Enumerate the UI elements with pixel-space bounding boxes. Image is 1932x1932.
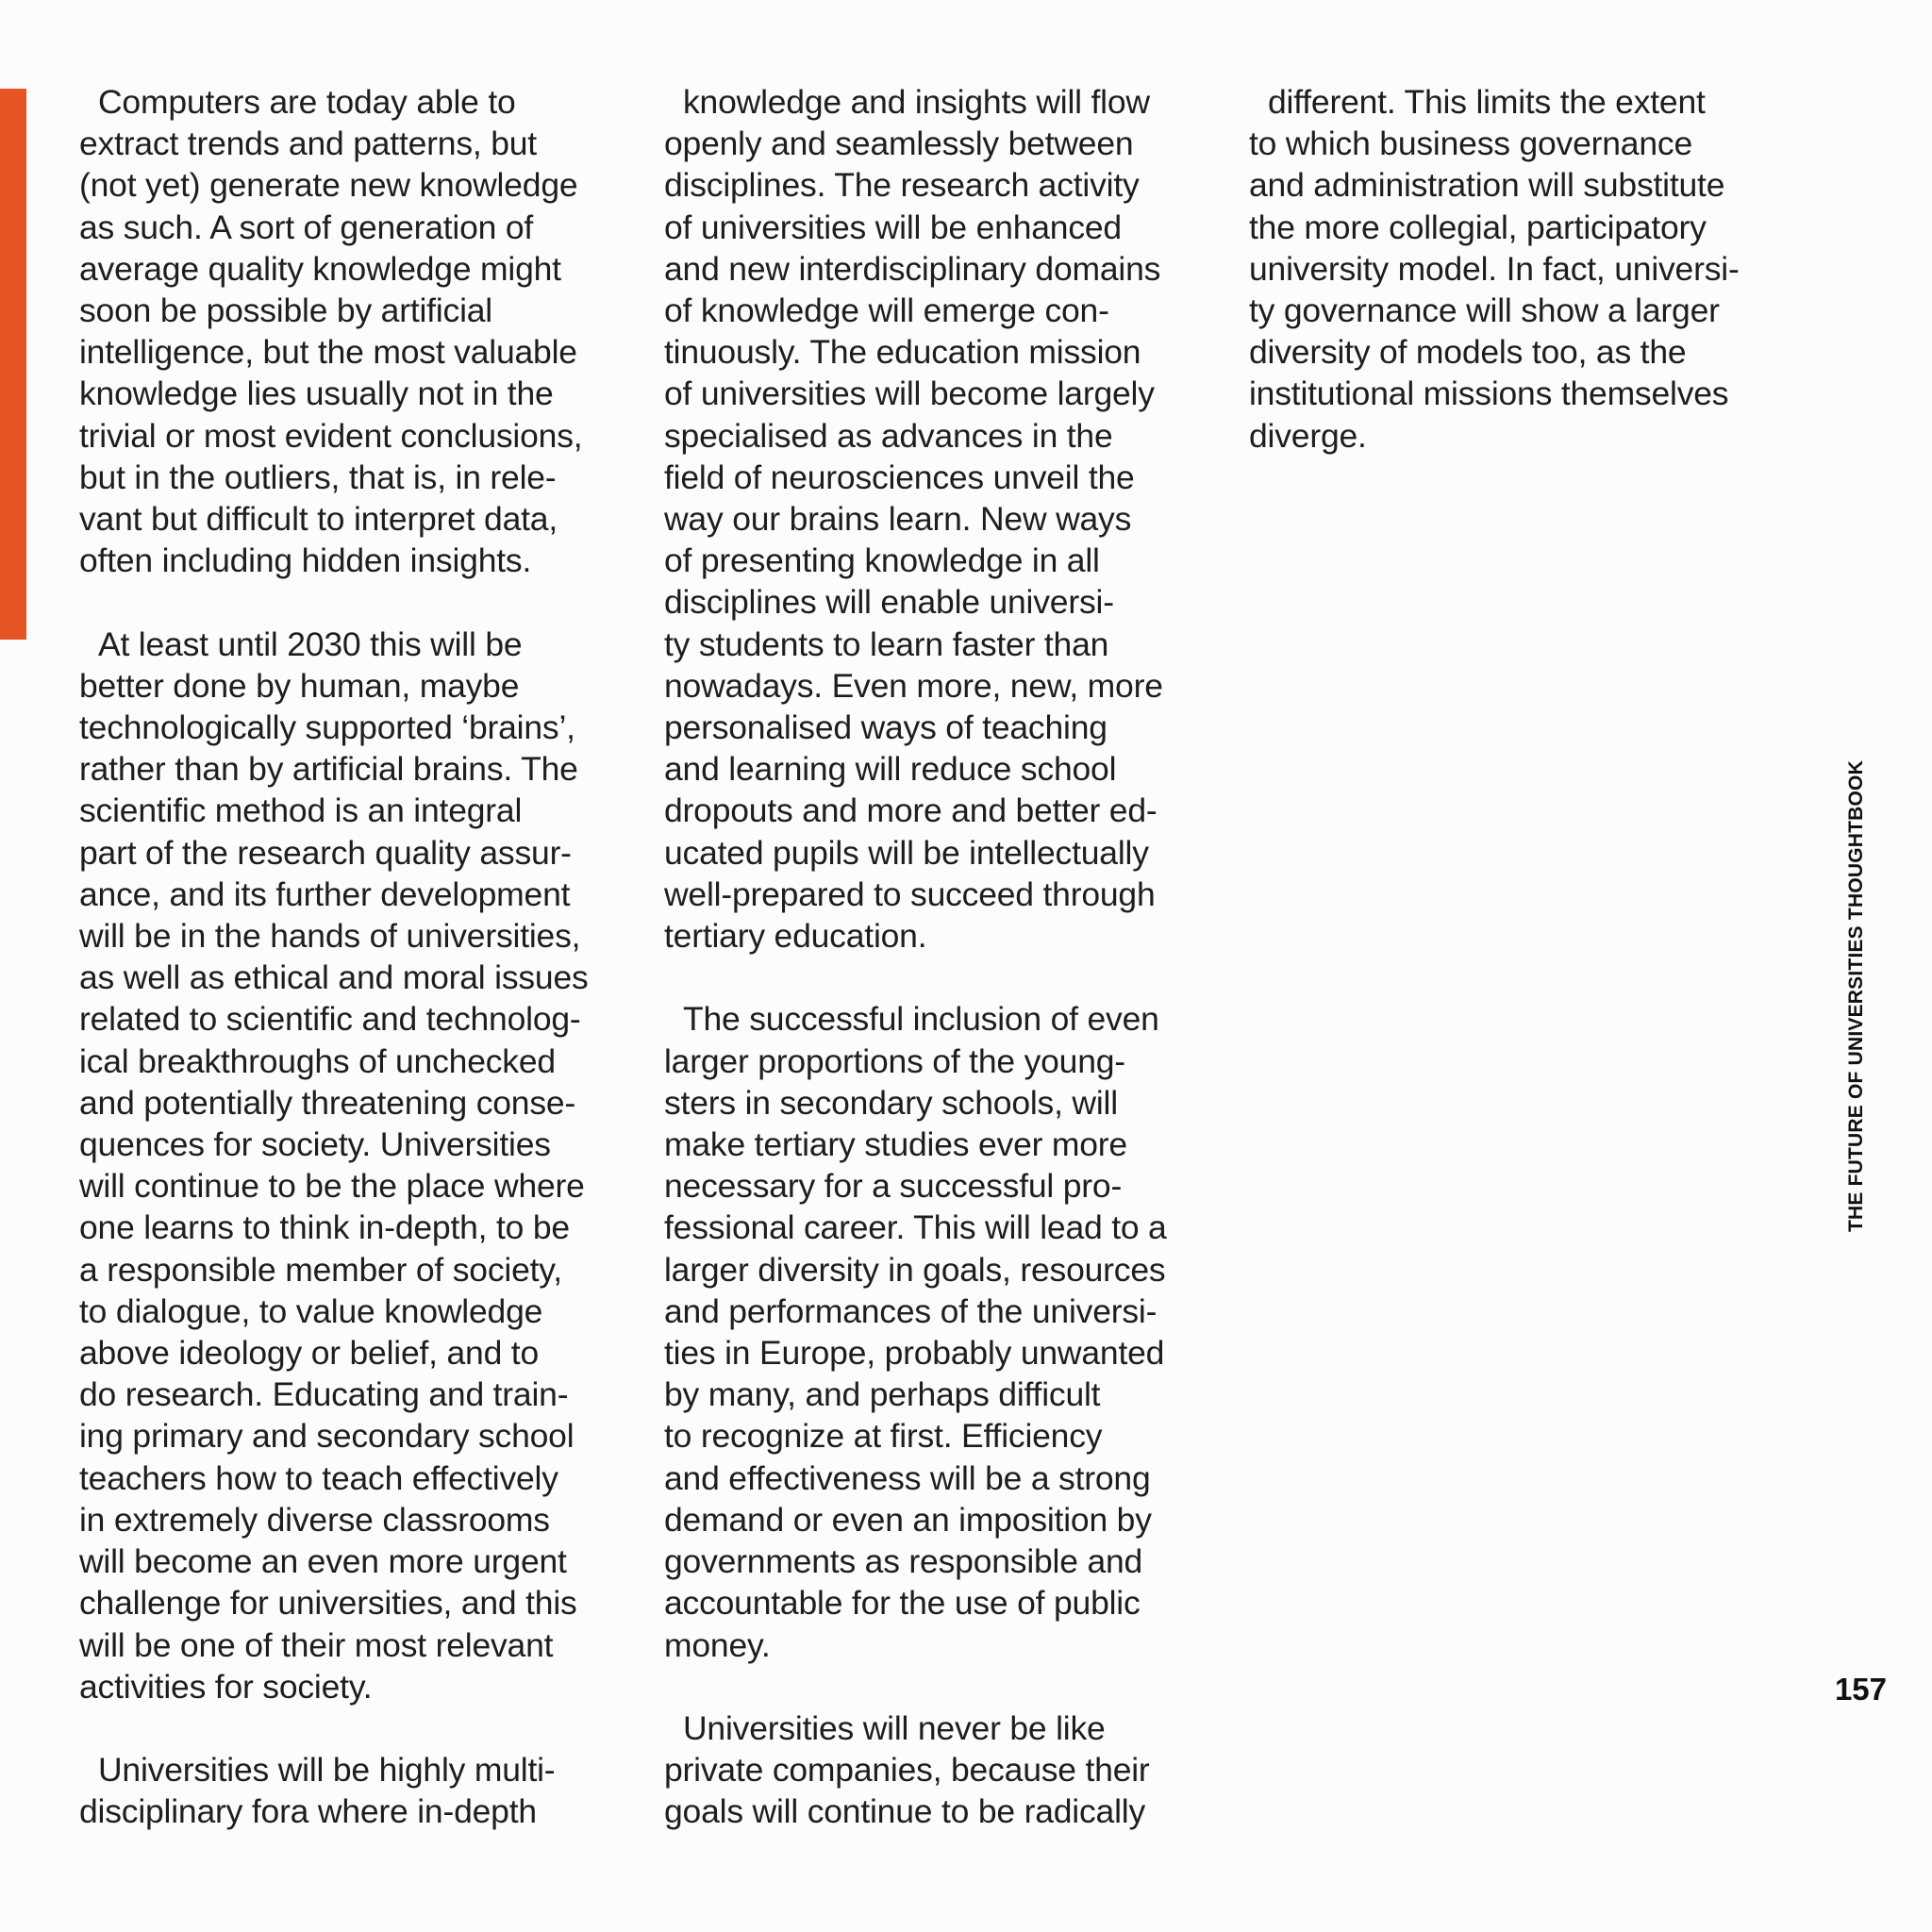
- text-line: tertiary education.: [664, 917, 927, 956]
- text-line: and potentially threatening conse-: [79, 1083, 576, 1122]
- text-line: soon be possible by artificial: [79, 291, 492, 330]
- text-line: part of the research quality assur-: [79, 833, 572, 872]
- text-line: intelligence, but the most valuable: [79, 333, 577, 372]
- text-line: larger proportions of the young-: [664, 1041, 1125, 1080]
- text-line: money.: [664, 1625, 771, 1664]
- text-line: knowledge lies usually not in the: [79, 375, 554, 413]
- text-line: quences for society. Universities: [79, 1125, 551, 1164]
- text-line: will be in the hands of universities,: [79, 917, 581, 956]
- accent-bar: [0, 89, 26, 640]
- text-line: diverge.: [1249, 416, 1367, 455]
- paragraph: [79, 624, 645, 1707]
- text-line: disciplinary fora where in-depth: [79, 1792, 537, 1831]
- text-line: do research. Educating and train-: [79, 1375, 569, 1414]
- text-line: extract trends and patterns, but: [79, 125, 537, 163]
- text-line: will continue to be the place where: [79, 1167, 585, 1206]
- text-line: will become an even more urgent: [79, 1542, 567, 1581]
- text-line: The successful inclusion of even: [683, 1000, 1159, 1039]
- text-line: well-prepared to succeed through: [664, 874, 1156, 913]
- text-line: larger diversity in goals, resources: [664, 1250, 1166, 1289]
- text-line: technologically supported ‘brains’,: [79, 708, 575, 747]
- text-line: different. This limits the extent: [1268, 83, 1706, 121]
- text-line: governments as responsible and: [664, 1542, 1143, 1581]
- text-line: necessary for a successful pro-: [664, 1167, 1123, 1206]
- text-line: in extremely diverse classrooms: [79, 1500, 550, 1539]
- running-title: THE FUTURE OF UNIVERSITIES THOUGHTBOOK: [1845, 760, 1867, 1232]
- paragraph: [1249, 81, 1815, 457]
- text-line: disciplines will enable universi-: [664, 583, 1114, 622]
- text-line: dropouts and more and better ed-: [664, 791, 1158, 830]
- text-line: way our brains learn. New ways: [664, 500, 1132, 539]
- text-line: as such. A sort of generation of: [79, 208, 534, 246]
- text-line: average quality knowledge might: [79, 249, 561, 288]
- text-line: sters in secondary schools, will: [664, 1083, 1118, 1122]
- text-line: goals will continue to be radically: [664, 1792, 1146, 1831]
- text-line: nowadays. Even more, new, more: [664, 666, 1163, 705]
- text-line: of presenting knowledge in all: [664, 541, 1100, 580]
- text-line: vant but difficult to interpret data,: [79, 500, 558, 539]
- text-line: disciplines. The research activity: [664, 166, 1140, 205]
- text-column-3: [1249, 81, 1815, 498]
- text-line: and administration will substitute: [1249, 166, 1725, 205]
- text-line: university model. In fact, universi-: [1249, 249, 1740, 288]
- text-line: openly and seamlessly between: [664, 125, 1134, 163]
- text-line: activities for society.: [79, 1667, 373, 1706]
- page-number: 157: [1834, 1672, 1887, 1707]
- paragraph: [664, 81, 1230, 957]
- text-line: rather than by artificial brains. The: [79, 750, 578, 789]
- text-line: ty students to learn faster than: [664, 625, 1109, 663]
- text-column-1: [79, 81, 645, 1874]
- text-line: to recognize at first. Efficiency: [664, 1417, 1103, 1456]
- text-line: accountable for the use of public: [664, 1584, 1141, 1623]
- text-line: and effectiveness will be a strong: [664, 1458, 1151, 1497]
- text-line: above ideology or belief, and to: [79, 1334, 540, 1373]
- paragraph: [79, 81, 645, 581]
- text-line: ucated pupils will be intellectually: [664, 833, 1149, 872]
- text-line: field of neurosciences unveil the: [664, 458, 1135, 496]
- text-line: ical breakthroughs of unchecked: [79, 1041, 556, 1080]
- text-line: personalised ways of teaching: [664, 708, 1108, 747]
- text-line: knowledge and insights will flow: [683, 83, 1150, 121]
- text-line: related to scientific and technolog-: [79, 1000, 581, 1039]
- text-line: challenge for universities, and this: [79, 1584, 577, 1623]
- text-line: the more collegial, participatory: [1249, 208, 1707, 246]
- text-line: one learns to think in-depth, to be: [79, 1208, 570, 1247]
- text-line: demand or even an imposition by: [664, 1500, 1152, 1539]
- text-line: of universities will be enhanced: [664, 208, 1122, 246]
- text-line: private companies, because their: [664, 1751, 1150, 1790]
- text-line: fessional career. This will lead to a: [664, 1208, 1167, 1247]
- text-column-2: [664, 81, 1230, 1874]
- text-line: to dialogue, to value knowledge: [79, 1291, 543, 1330]
- text-line: trivial or most evident conclusions,: [79, 416, 583, 455]
- text-line: but in the outliers, that is, in rele-: [79, 458, 557, 496]
- text-line: At least until 2030 this will be: [98, 625, 523, 663]
- text-line: ance, and its further development: [79, 874, 571, 913]
- text-line: better done by human, maybe: [79, 666, 520, 705]
- text-line: ty governance will show a larger: [1249, 291, 1720, 330]
- text-line: tinuously. The education mission: [664, 333, 1141, 372]
- text-line: of universities will become largely: [664, 375, 1155, 413]
- text-line: make tertiary studies ever more: [664, 1125, 1127, 1164]
- text-line: Universities will never be like: [683, 1708, 1106, 1747]
- text-line: a responsible member of society,: [79, 1250, 562, 1289]
- text-line: ties in Europe, probably unwanted: [664, 1334, 1165, 1373]
- text-line: will be one of their most relevant: [79, 1625, 554, 1664]
- text-line: of knowledge will emerge con-: [664, 291, 1109, 330]
- text-line: and performances of the universi-: [664, 1291, 1158, 1330]
- text-line: specialised as advances in the: [664, 416, 1113, 455]
- text-line: Universities will be highly multi-: [98, 1751, 556, 1790]
- text-line: teachers how to teach effectively: [79, 1458, 558, 1497]
- paragraph: [79, 1749, 645, 1832]
- text-line: Computers are today able to: [98, 83, 516, 121]
- text-line: to which business governance: [1249, 125, 1692, 163]
- text-line: ing primary and secondary school: [79, 1417, 575, 1456]
- text-line: diversity of models too, as the: [1249, 333, 1687, 372]
- text-line: often including hidden insights.: [79, 541, 532, 580]
- text-line: and learning will reduce school: [664, 750, 1117, 789]
- text-line: by many, and perhaps difficult: [664, 1375, 1101, 1414]
- text-line: and new interdisciplinary domains: [664, 249, 1161, 288]
- text-line: (not yet) generate new knowledge: [79, 166, 578, 205]
- text-line: scientific method is an integral: [79, 791, 523, 830]
- paragraph: [664, 998, 1230, 1665]
- text-line: as well as ethical and moral issues: [79, 958, 589, 997]
- paragraph: [664, 1707, 1230, 1833]
- text-line: institutional missions themselves: [1249, 375, 1729, 413]
